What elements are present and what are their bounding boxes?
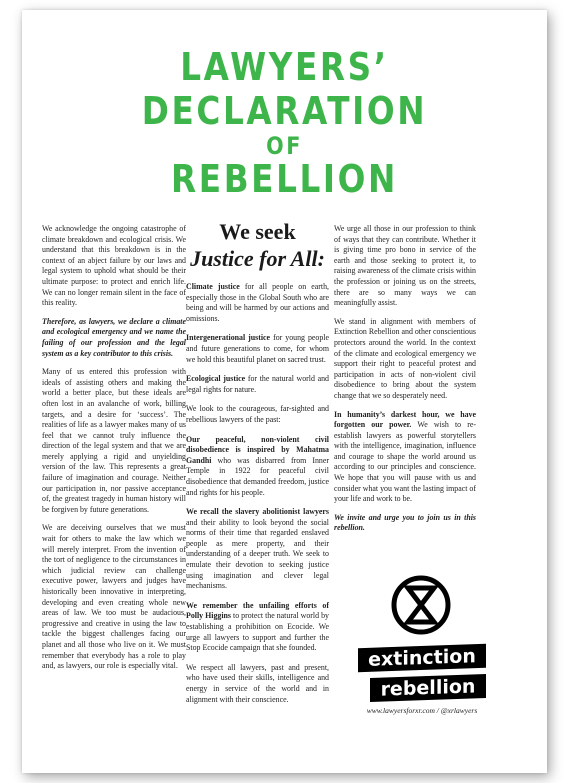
paragraph: We urge all those in our profession to think of ways that they can contribute. Whether it is giving time pro bono in service of the earth and those seeking to protect it, to raising awareness of the climate crisis within the profession or joining us on the streets, there are so many ways we can meaningfully assist.: [334, 224, 476, 308]
paragraph: [186, 507, 329, 592]
justice-heading: Justice for All:: [190, 246, 325, 271]
bold-lead: In humanity’s darkest hour, we have forgotten our power.: [334, 409, 476, 430]
paragraph-text: who was disbarred from Inner Temple in 1922 for peaceful civil disobedience that demanded freedom, justice and rights for his people.: [186, 455, 329, 497]
paragraph: We respect all lawyers, past and present, who have used their skills, intelligence and energy in service of the world and in alignment with their conscience.: [186, 662, 329, 704]
declaration-statement: Therefore, as lawyers, we declare a climate and ecological emergency and we name the failing of our profession and the legal system as a key contributor to this crisis.: [42, 316, 186, 358]
invitation: We invite and urge you to join us in this rebellion.: [334, 512, 476, 533]
extinction-symbol-icon: [390, 574, 452, 636]
paragraph: We acknowledge the ongoing catastrophe of climate breakdown and ecological crisis. We understand that this breakdown is in the context of an abject failure by our laws and legal system to uphold what should be their ultimate purpose: to protect and enrich life. We can no longer remain silent in the face of this reality.: [42, 224, 186, 308]
title-line-3: OF: [266, 132, 303, 160]
paragraph-text: for all people on earth, especially those in the Global South who are being and will be harmed by our actions and omissions.: [186, 282, 329, 323]
paragraph: [186, 374, 329, 395]
paragraph: [186, 435, 329, 499]
paragraph: [334, 410, 476, 505]
bold-lead: Intergenerational justice: [186, 333, 271, 343]
paragraph-text: to protect the natural world by establishing a prohibition on Ecocide. We urge all lawyers to support and further the Stop Ecocide campaign that she founded.: [186, 611, 329, 653]
paragraph: We look to the courageous, far-sighted and rebellious lawyers of the past:: [186, 404, 329, 424]
paragraph-text: We wish to re-establish lawyers as powerful storytellers with the intelligence, imagination, influence and courage to shape the world around us according to our principles and conscience. We hope that you will pause with us and consider what you want the lasting impact of your life and work to be.: [334, 420, 476, 504]
paragraph: Many of us entered this profession with ideals of assisting others and making the world a better place, but these ideals are often lost in an avalanche of work, billing targets, and a desire for ‘success’. The realities of life as a lawyer makes many of us feel that we cannot truly influence the direction of the legal system and that we are merely applying a rigid and unyielding version of the law. This represents a great failure of imagination and courage. Neither our participation in, nor passive acceptance of, the greatest tragedy in human history will be forgiven by future generations.: [42, 367, 186, 514]
title-line-1: LAWYERS’: [180, 45, 389, 89]
paragraph: [186, 282, 329, 324]
column-left: [42, 224, 186, 680]
footer-url: www.lawyersforxr.com / @xrlawyers: [366, 706, 478, 715]
bold-lead: We remember the unfailing efforts of Polly Higgins: [186, 600, 329, 621]
extinction-rebellion-logo: [348, 574, 494, 700]
paragraph-text: for the natural world and legal rights for nature.: [186, 374, 329, 394]
bold-lead: Climate justice: [186, 282, 240, 291]
column-middle: [186, 282, 329, 714]
bold-lead: We recall the slavery abolitionist lawyers: [186, 507, 329, 517]
paragraph-text: for young people and future generations to come, for whom we hold this beautiful planet on sacred trust.: [186, 333, 329, 364]
paragraph: We stand in alignment with members of Extinction Rebellion and other conscientious protectors around the world. In the context of the climate and ecological emergency we support their right to peaceful protest and participation in acts of non-violent civil disobedience to bring about the system change that we so desperately need.: [334, 316, 477, 400]
paragraph-text: and their ability to look beyond the social norms of their time that regarded enslaved people as mere property, and their understanding of a deeper truth. We seek to emulate their devotion to seeking justice using imagination and clever legal mechanisms.: [186, 517, 329, 591]
logo-text-rebellion: rebellion: [370, 674, 486, 702]
title-line-2: DECLARATION: [141, 89, 428, 133]
seek-heading: We seek: [219, 219, 296, 244]
bold-lead: Ecological justice: [186, 374, 246, 384]
title-line-4: REBELLION: [171, 157, 398, 201]
paragraph: We are deceiving ourselves that we must wait for others to make the law which we will merely interpret. From the invention of the tort of negligence to the circumstances in which judicial review can challenge executive power, lawyers and judges have historically been innovative in interpreting, developing and even creating whole new areas of law. We too must be audacious, progressive and creative in using the law to tackle the biggest challenges facing our planet and all those who live on it. We must remember that everybody has a role to play and, as lawyers, our role is especially vital.: [42, 523, 186, 671]
column-right: [334, 224, 476, 542]
logo-text-extinction: extinction: [358, 644, 486, 672]
paragraph: [186, 333, 329, 365]
paragraph: [186, 601, 329, 654]
bold-lead: Our peaceful, non-violent civil disobedience is inspired by Mahatma Gandhi: [186, 434, 329, 465]
